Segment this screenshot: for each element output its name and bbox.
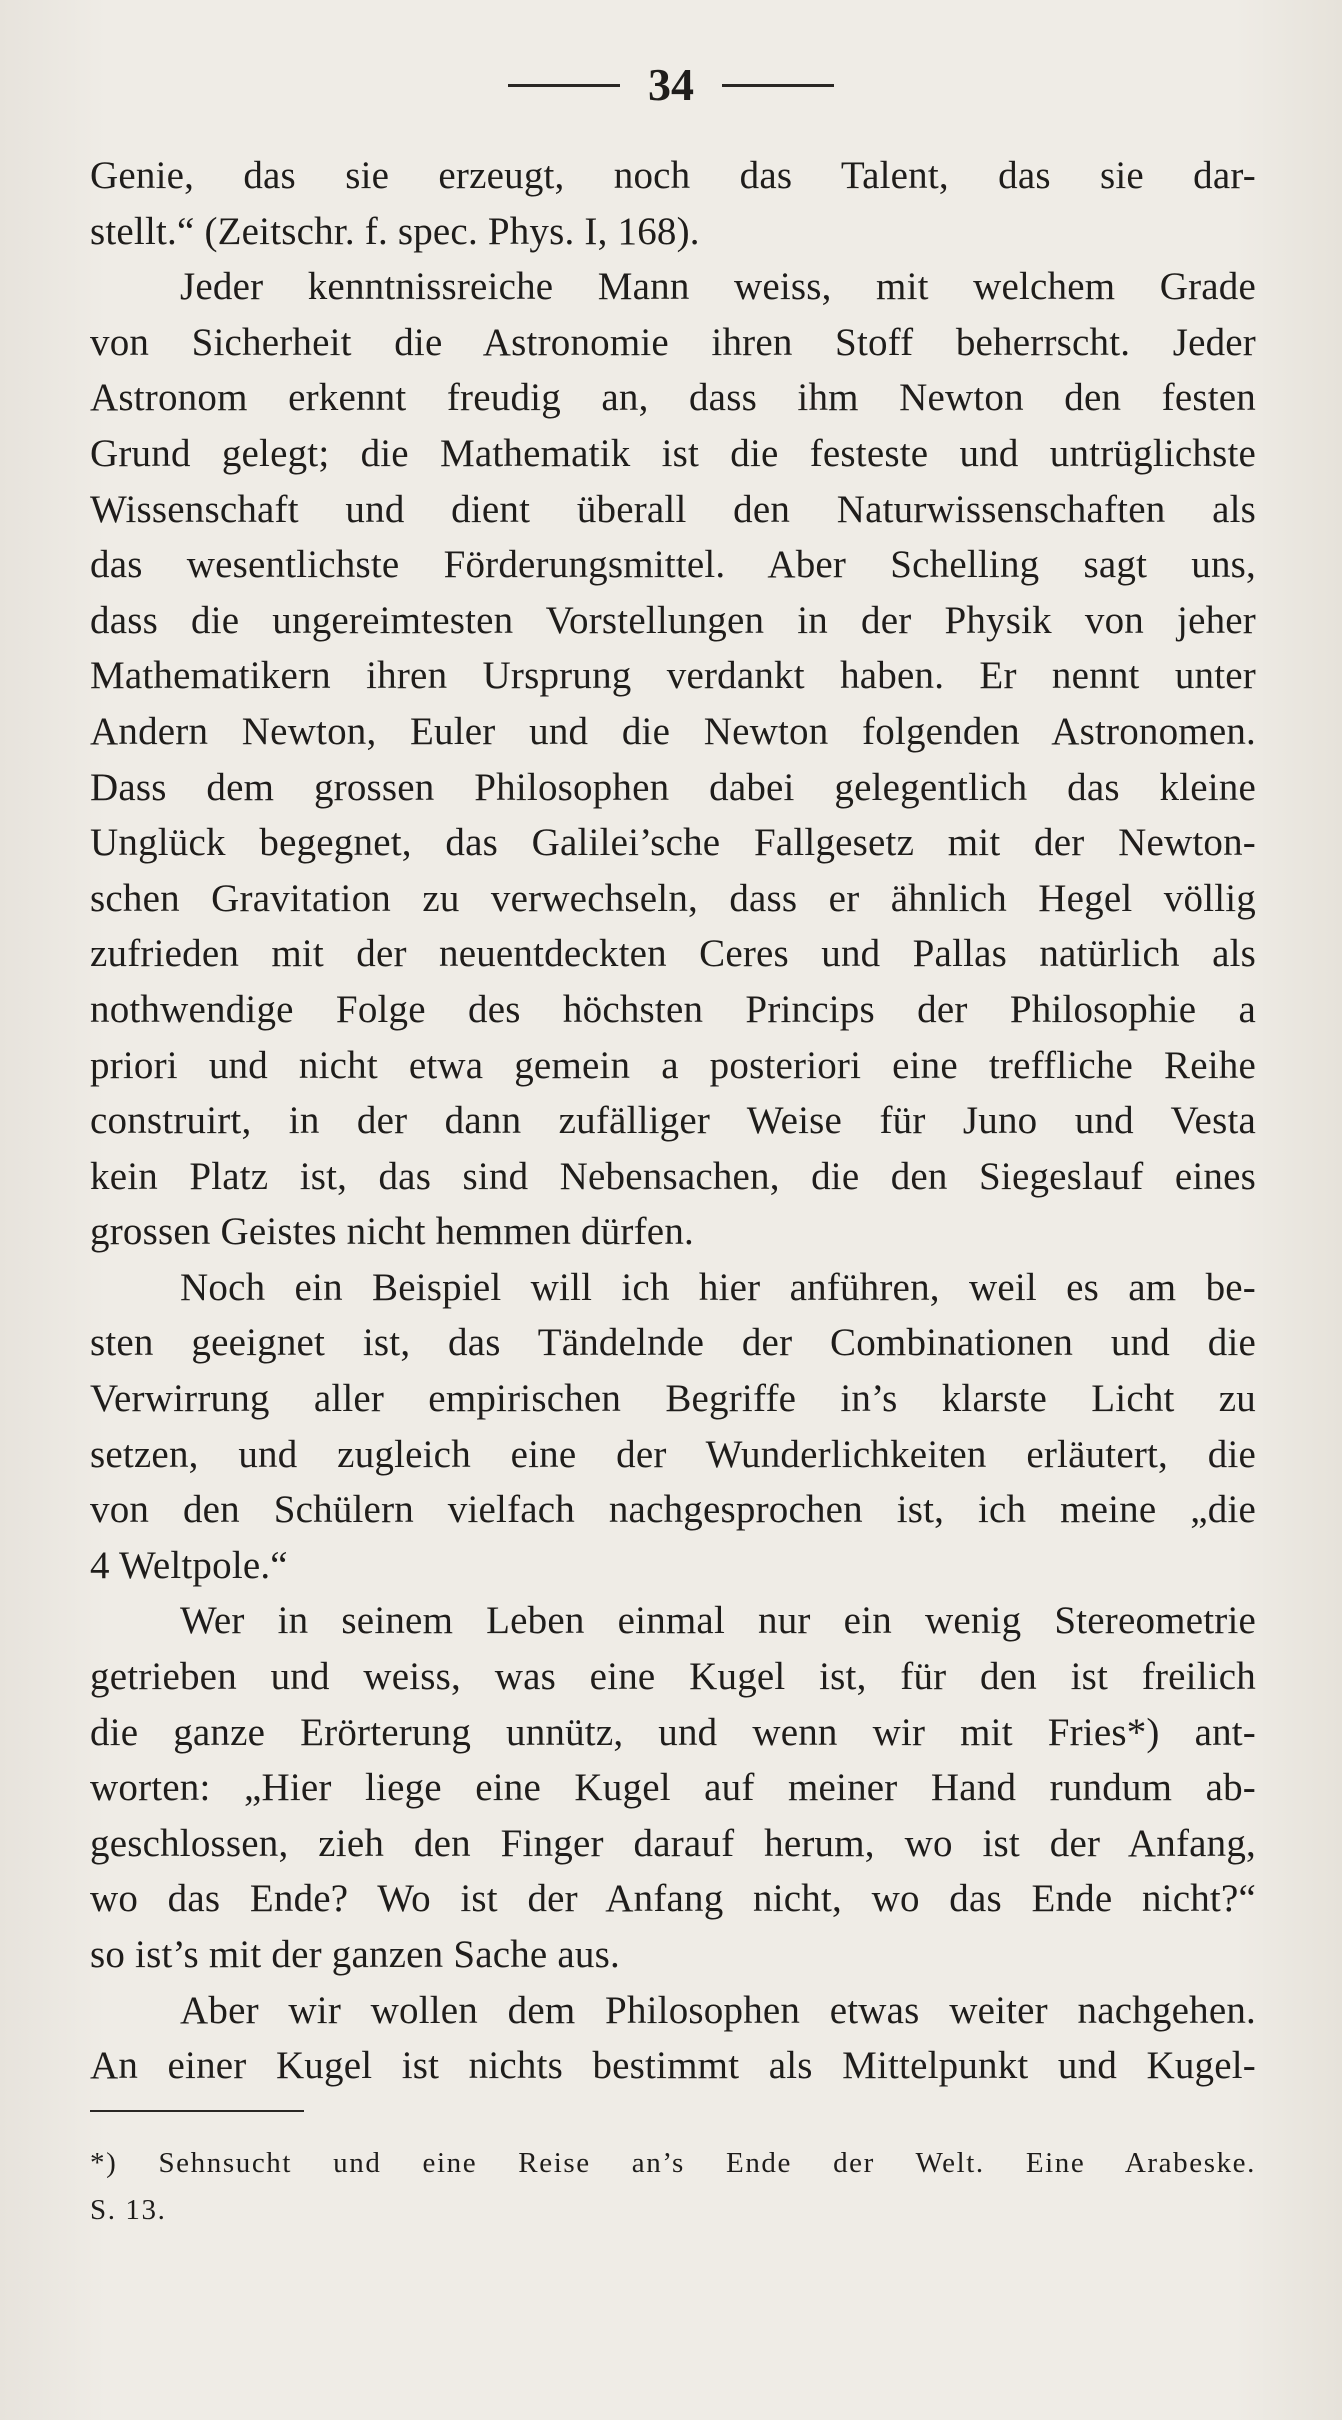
text-line: 4 Weltpole.“ xyxy=(90,1543,288,1587)
text-line: Astronom erkennt freudig an, dass ihm Newton den festen xyxy=(90,376,1256,420)
text-line: Dass dem grossen Philosophen dabei gelegentlich das kleine xyxy=(90,765,1256,809)
text-line: das wesentlichste Förderungsmittel. Aber Schelling sagt uns, xyxy=(90,543,1256,587)
header-rule-right xyxy=(722,84,834,87)
text-line: construirt, in der dann zufälliger Weise für Juno und Vesta xyxy=(90,1099,1256,1143)
footnote-line: *) Sehnsucht und eine Reise an’s Ende der Welt. Eine Arabeske. xyxy=(90,2147,1256,2179)
text-line: die ganze Erörterung unnütz, und wenn wir mit Fries*) ant- xyxy=(90,1710,1256,1754)
text-line: Genie, das sie erzeugt, noch das Talent, das sie dar- xyxy=(90,154,1256,197)
text-line: Jeder kenntnissreiche Mann weiss, mit welchem Grade xyxy=(180,265,1256,309)
text-line: wo das Ende? Wo ist der Anfang nicht, wo das Ende nicht?“ xyxy=(90,1877,1256,1921)
text-line: Grund gelegt; die Mathematik ist die festeste und untrüglichste xyxy=(90,431,1256,475)
text-line: Andern Newton, Euler und die Newton folgenden Astronomen. xyxy=(90,709,1256,753)
text-line: Verwirrung aller empirischen Begriffe in’s klarste Licht zu xyxy=(90,1377,1256,1421)
text-line: grossen Geistes nicht hemmen dürfen. xyxy=(90,1210,694,1254)
text-line: worten: „Hier liege eine Kugel auf meiner Hand rundum ab- xyxy=(90,1766,1256,1810)
text-line: getrieben und weiss, was eine Kugel ist, für den ist freilich xyxy=(90,1655,1256,1699)
text-line: Wissenschaft und dient überall den Naturwissenschaften als xyxy=(90,487,1256,531)
text-line: Noch ein Beispiel will ich hier anführen, weil es am be- xyxy=(180,1265,1256,1309)
page-header xyxy=(0,59,1342,110)
text-line: Aber wir wollen dem Philosophen etwas weiter nachgehen. xyxy=(180,1988,1256,2032)
text-line: Unglück begegnet, das Galilei’sche Fallgesetz mit der Newton- xyxy=(90,821,1256,865)
text-line: An einer Kugel ist nichts bestimmt als Mittelpunkt und Kugel- xyxy=(90,2044,1256,2088)
footnote-rule xyxy=(90,2110,304,2112)
footnote-line: S. 13. xyxy=(90,2194,167,2226)
header-rule-left xyxy=(508,84,620,87)
text-line: sten geeignet ist, das Tändelnde der Combinationen und die xyxy=(90,1321,1256,1365)
text-line: so ist’s mit der ganzen Sache aus. xyxy=(90,1933,620,1976)
text-line: Mathematikern ihren Ursprung verdankt haben. Er nennt unter xyxy=(90,654,1256,698)
body-text xyxy=(90,148,1256,2094)
footnote xyxy=(90,2140,1256,2234)
text-line: kein Platz ist, das sind Nebensachen, die den Siegeslauf eines xyxy=(90,1154,1256,1198)
text-line: zufrieden mit der neuentdeckten Ceres und Pallas natürlich als xyxy=(90,932,1256,976)
page-number: 34 xyxy=(648,59,694,110)
text-line: setzen, und zugleich eine der Wunderlichkeiten erläutert, die xyxy=(90,1432,1256,1476)
text-line: schen Gravitation zu verwechseln, dass er ähnlich Hegel völlig xyxy=(90,876,1256,920)
text-line: nothwendige Folge des höchsten Princips der Philosophie a xyxy=(90,987,1256,1031)
text-line: dass die ungereimtesten Vorstellungen in der Physik von jeher xyxy=(90,598,1256,642)
text-line: Wer in seinem Leben einmal nur ein wenig Stereometrie xyxy=(180,1599,1256,1643)
text-line: geschlossen, zieh den Finger darauf herum, wo ist der Anfang, xyxy=(90,1821,1256,1865)
text-line: von Sicherheit die Astronomie ihren Stoff beherrscht. Jeder xyxy=(90,320,1256,364)
text-line: stellt.“ (Zeitschr. f. spec. Phys. I, 168). xyxy=(90,209,700,253)
text-line: von den Schülern vielfach nachgesprochen ist, ich meine „die xyxy=(90,1488,1256,1532)
text-line: priori und nicht etwa gemein a posteriori eine treffliche Reihe xyxy=(90,1043,1256,1087)
